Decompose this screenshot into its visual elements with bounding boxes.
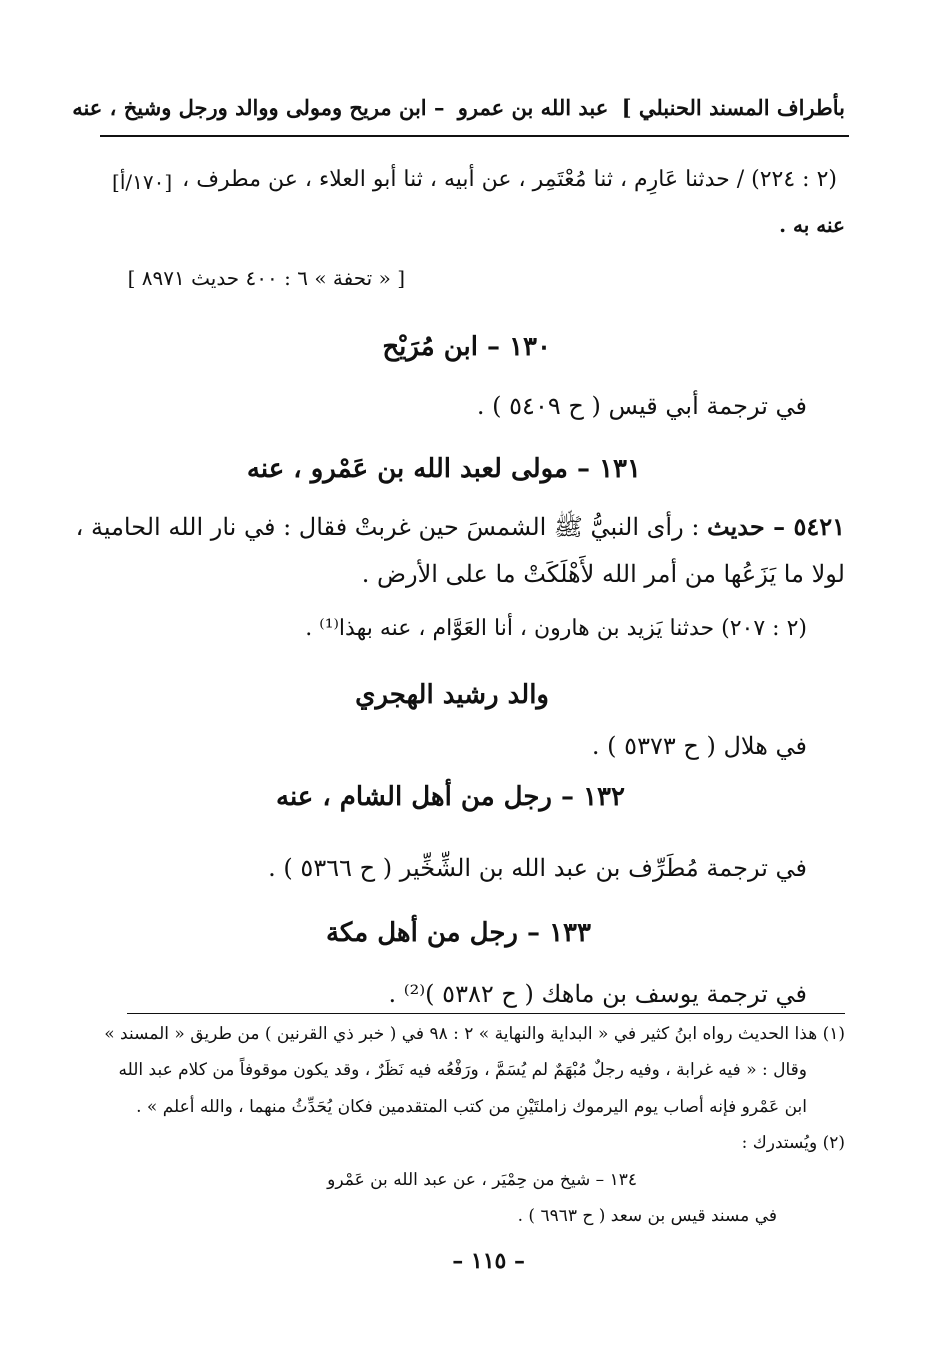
chain-line: (٢ : ٢٢٤) / حدثنا عَارِم ، ثنا مُعْتَمِر ، عن أبيه ، ثنا أبو العلاء ، عن مطرف ، (182, 167, 837, 192)
header-title-rest: – ابن مريح ومولى ووالد ورجل وشيخ ، عنه (72, 95, 445, 120)
footnote-1-line-2: وقال : « فيه غرابة ، وفيه رجلٌ مُبْهَمٌ لم يُسَمَّ ، ورَفْعُه فيه نَظَرٌ ، وقد يكون موقوفاً من كلام عبد الله (118, 1060, 807, 1080)
header-divider (100, 135, 849, 137)
section-heading-133: ١٣٣ – رجل من أهل مكة (325, 918, 591, 948)
header-title-bold: عبد الله بن عمرو (457, 95, 609, 120)
chain-line-end: عنه به . (779, 213, 845, 237)
hadith-chain: (٢ : ٢٠٧) حدثنا يَزيد بن هارون ، أنا العَوَّام ، عنه بهذا⁽¹⁾ . (305, 616, 807, 641)
hadith-line-1 (76, 512, 845, 547)
tuhfa-reference: [ « تحفة » ٦ : ٤٠٠ حديث ٨٩٧١ ] (127, 266, 405, 290)
page-number: – ١١٥ – (452, 1248, 525, 1274)
footnote-1-line-3: ابن عَمْرو فإنه أصاب يوم اليرموك زاملتَيْنِ من كتب المتقدمين فكان يُحَدِّثُ منهما ، والله أعلم » . (136, 1097, 807, 1117)
header-title-left: بأطراف المسند الحنبلي ] (621, 95, 845, 120)
section-heading-131: ١٣١ – مولى لعبد الله بن عَمْرو ، عنه (246, 454, 641, 484)
section-text-130: في ترجمة أبي قيس ( ح ٥٤٠٩ ) . (476, 392, 807, 420)
manuscript-folio-tag: [١٧٠/أ] (112, 170, 173, 194)
hadith-text-start: : رأى النبيُّ ﷺ الشمسَ حين غربتْ فقال : في نار الله الحامية ، (75, 513, 700, 541)
section-text-rashid: في هلال ( ح ٥٣٧٣ ) . (591, 732, 807, 760)
footnote-2-line-1: (٢) ويُستدرك : (741, 1133, 845, 1153)
hadith-line-2: لولا ما يَزَعُها من أمر الله لأَهْلَكَتْ ما على الأرض . (361, 560, 845, 588)
footnote-1-line-1: (١) هذا الحديث رواه ابنُ كثير في « البداية والنهاية » ٢ : ٩٨ في ( خبر ذي القرنين ) من طريق « المسند » (104, 1024, 845, 1044)
running-header (72, 95, 845, 120)
section-text-132: في ترجمة مُطَرِّف بن عبد الله بن الشِّخِّير ( ح ٥٣٦٦ ) . (268, 854, 807, 882)
footnote-2-line-3: في مسند قيس بن سعد ( ح ٦٩٦٣ ) . (517, 1206, 777, 1226)
footnote-divider (127, 1013, 845, 1014)
section-heading-rashid: والد رشيد الهجري (355, 680, 549, 710)
section-heading-130: ١٣٠ – ابن مُرَيْح (382, 332, 551, 362)
section-text-133: في ترجمة يوسف بن ماهك ( ح ٥٣٨٢ )⁽²⁾ . (388, 980, 807, 1008)
hadith-number: ٥٤٢١ – حديث (707, 512, 845, 541)
footnote-2-line-2: ١٣٤ – شيخ من حِمْيَر ، عن عبد الله بن عَمْرو (327, 1170, 637, 1190)
section-heading-132: ١٣٢ – رجل من أهل الشام ، عنه (276, 782, 625, 812)
